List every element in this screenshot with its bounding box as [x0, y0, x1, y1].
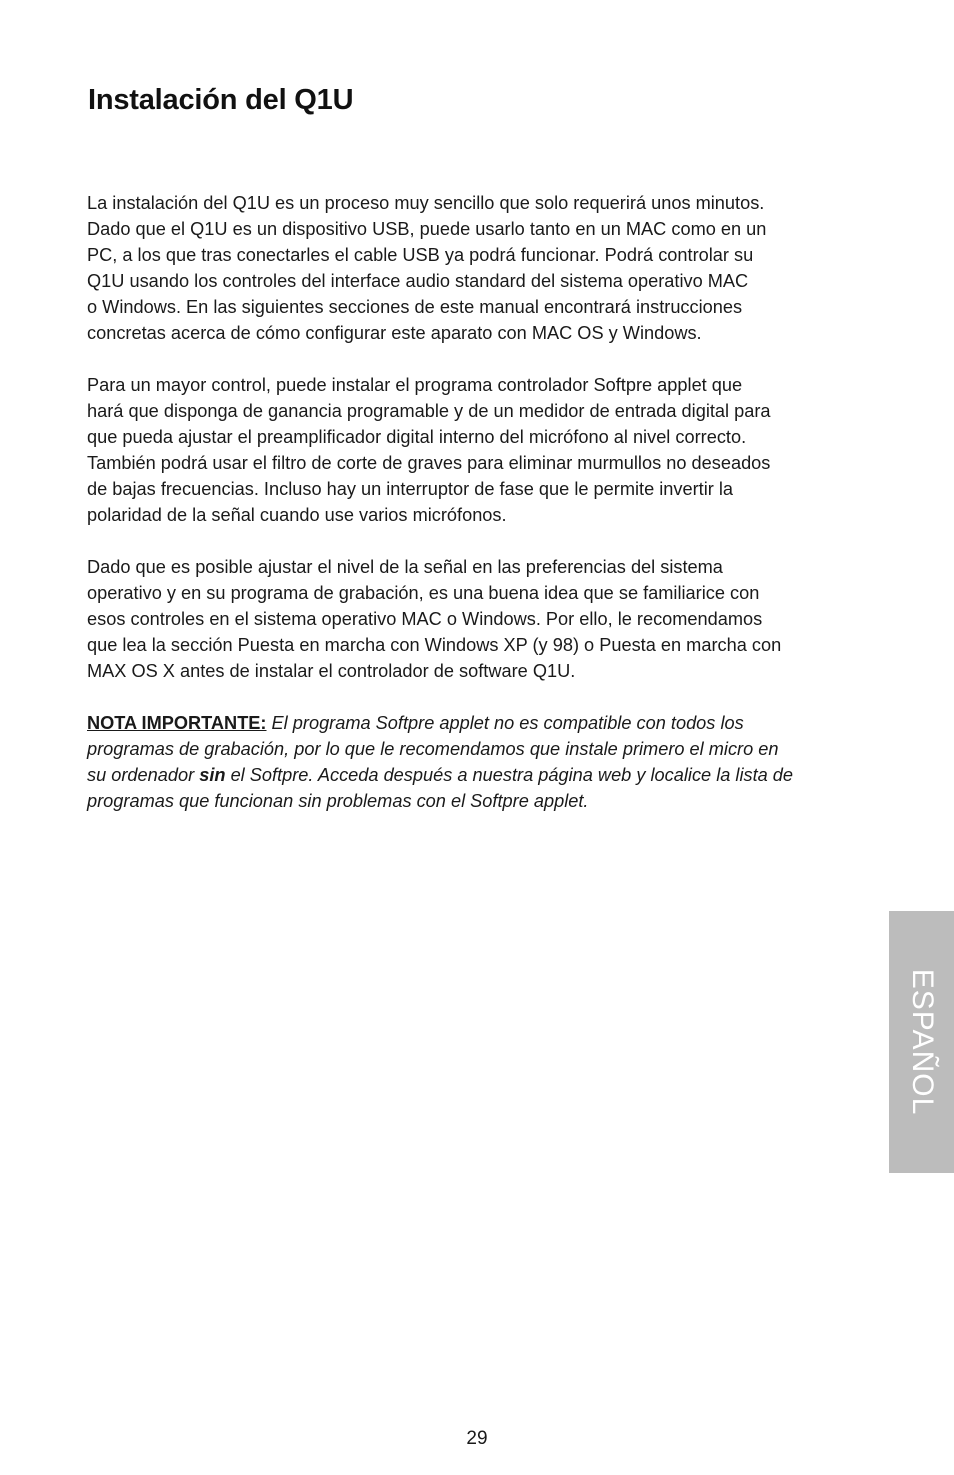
note-line: programas de grabación, por lo que le recomendamos que instale primero el micro en [87, 739, 779, 759]
text-line: operativo y en su programa de grabación, es una buena idea que se familiarice con [87, 583, 760, 603]
text-line: Dado que el Q1U es un dispositivo USB, puede usarlo tanto en un MAC como en un [87, 219, 767, 239]
note-text: su ordenador [87, 765, 200, 785]
text-line: o Windows. En las siguientes secciones de este manual encontrará instrucciones [87, 297, 743, 317]
note-line [87, 710, 877, 736]
note-text: el Softpre. Acceda después a nuestra página web y localice la lista de [225, 765, 794, 785]
language-tab-label: ESPAÑOL [905, 968, 939, 1116]
note-emphasis: sin [199, 765, 226, 785]
text-line: La instalación del Q1U es un proceso muy sencillo que solo requerirá unos minutos. [87, 193, 765, 213]
text-line: que pueda ajustar el preamplificador digital interno del micrófono al nivel correcto. [87, 427, 747, 447]
note-line [87, 762, 877, 788]
note-label: NOTA IMPORTANTE: [87, 713, 267, 733]
text-line: concretas acerca de cómo configurar este aparato con MAC OS y Windows. [87, 323, 702, 343]
text-line: Q1U usando los controles del interface audio standard del sistema operativo MAC [87, 271, 749, 291]
text-line: MAX OS X antes de instalar el controlador de software Q1U. [87, 661, 576, 681]
important-note [87, 710, 877, 814]
text-line: de bajas frecuencias. Incluso hay un interruptor de fase que le permite invertir la [87, 479, 734, 499]
text-line: Para un mayor control, puede instalar el programa controlador Softpre applet que [87, 375, 743, 395]
paragraph-installation-intro [87, 190, 877, 346]
body-text [87, 190, 877, 840]
text-line: PC, a los que tras conectarles el cable USB ya podrá funcionar. Podrá controlar su [87, 245, 754, 265]
page-number: 29 [466, 1428, 488, 1449]
language-tab [889, 911, 954, 1173]
text-line: que lea la sección Puesta en marcha con Windows XP (y 98) o Puesta en marcha con [87, 635, 782, 655]
page-title: Instalación del Q1U [88, 84, 354, 116]
note-line: programas que funcionan sin problemas con el Softpre applet. [87, 791, 589, 811]
text-line: Dado que es posible ajustar el nivel de la señal en las preferencias del sistema [87, 557, 723, 577]
text-line: polaridad de la señal cuando use varios micrófonos. [87, 505, 507, 525]
text-line: También podrá usar el filtro de corte de graves para eliminar murmullos no deseados [87, 453, 771, 473]
paragraph-signal-level [87, 554, 877, 684]
note-text: El programa Softpre applet no es compatible con todos los [266, 713, 744, 733]
text-line: hará que disponga de ganancia programable y de un medidor de entrada digital para [87, 401, 771, 421]
text-line: esos controles en el sistema operativo MAC o Windows. Por ello, le recomendamos [87, 609, 763, 629]
paragraph-softpre-applet [87, 372, 877, 528]
